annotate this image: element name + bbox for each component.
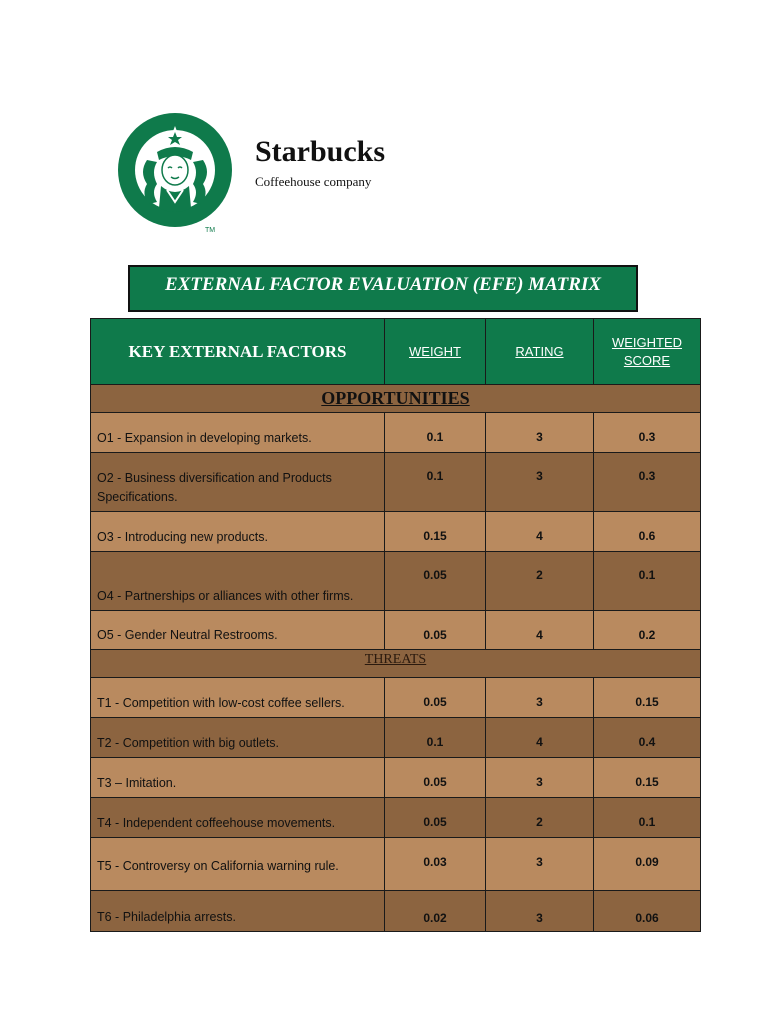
factor-cell: O4 - Partnerships or alliances with other firms. [91, 552, 385, 611]
table-row [91, 512, 701, 552]
table-row [91, 838, 701, 891]
company-tagline: Coffeehouse company [255, 174, 372, 189]
rating-cell: 3 [486, 838, 594, 891]
weight-cell: 0.05 [385, 678, 486, 718]
factor-cell: T3 – Imitation. [91, 758, 385, 798]
score-cell: 0.4 [594, 718, 701, 758]
weight-cell: 0.05 [385, 758, 486, 798]
weight-cell: 0.15 [385, 512, 486, 552]
efe-matrix-table [90, 318, 701, 932]
threats-section-row [91, 650, 701, 678]
weight-cell: 0.03 [385, 838, 486, 891]
header-weighted-line1: WEIGHTED [611, 334, 683, 350]
rating-cell: 2 [486, 798, 594, 838]
opportunities-section-row [91, 385, 701, 413]
score-cell: 0.15 [594, 758, 701, 798]
rating-cell: 2 [486, 552, 594, 611]
table-row [91, 718, 701, 758]
factor-cell: T1 - Competition with low-cost coffee sellers. [91, 678, 385, 718]
rating-cell: 4 [486, 611, 594, 650]
factor-cell: T2 - Competition with big outlets. [91, 718, 385, 758]
matrix-title: EXTERNAL FACTOR EVALUATION (EFE) MATRIX [128, 265, 638, 312]
header-weighted-line2: SCORE [623, 352, 671, 368]
score-cell: 0.09 [594, 838, 701, 891]
table-header-row [91, 319, 701, 385]
table-row [91, 758, 701, 798]
weight-cell: 0.1 [385, 718, 486, 758]
svg-text:TM: TM [205, 227, 216, 234]
rating-cell: 3 [486, 413, 594, 453]
weight-cell: 0.05 [385, 552, 486, 611]
table-row [91, 798, 701, 838]
header-weighted-score [594, 319, 701, 385]
table-row [91, 678, 701, 718]
starbucks-logo [117, 112, 235, 234]
score-cell: 0.15 [594, 678, 701, 718]
siren-logo-icon [117, 112, 235, 234]
weight-cell: 0.1 [385, 453, 486, 512]
score-cell: 0.6 [594, 512, 701, 552]
table-row [91, 453, 701, 512]
table-row [91, 552, 701, 611]
score-cell: 0.1 [594, 552, 701, 611]
table-row [91, 611, 701, 650]
score-cell: 0.3 [594, 453, 701, 512]
rating-cell: 3 [486, 758, 594, 798]
threats-label: THREATS [91, 650, 701, 678]
factor-cell: T5 - Controversy on California warning rule. [91, 838, 385, 891]
rating-cell: 3 [486, 678, 594, 718]
weight-cell: 0.05 [385, 611, 486, 650]
brand-block [255, 134, 385, 190]
opportunities-label: OPPORTUNITIES [91, 385, 701, 413]
score-cell: 0.3 [594, 413, 701, 453]
factor-cell: T4 - Independent coffeehouse movements. [91, 798, 385, 838]
header-key-factors: KEY EXTERNAL FACTORS [91, 319, 385, 385]
weight-cell: 0.02 [385, 891, 486, 932]
table-row [91, 891, 701, 932]
score-cell: 0.2 [594, 611, 701, 650]
rating-cell: 4 [486, 512, 594, 552]
factor-cell: O2 - Business diversification and Products Specifications. [91, 453, 385, 512]
table-row [91, 413, 701, 453]
rating-cell: 3 [486, 453, 594, 512]
score-cell: 0.06 [594, 891, 701, 932]
factor-cell: O1 - Expansion in developing markets. [91, 413, 385, 453]
factor-cell: O5 - Gender Neutral Restrooms. [91, 611, 385, 650]
header-rating: RATING [486, 319, 594, 385]
weight-cell: 0.1 [385, 413, 486, 453]
weight-cell: 0.05 [385, 798, 486, 838]
factor-cell: T6 - Philadelphia arrests. [91, 891, 385, 932]
score-cell: 0.1 [594, 798, 701, 838]
company-name: Starbucks [255, 135, 386, 168]
header-weight: WEIGHT [385, 319, 486, 385]
rating-cell: 3 [486, 891, 594, 932]
rating-cell: 4 [486, 718, 594, 758]
factor-cell: O3 - Introducing new products. [91, 512, 385, 552]
